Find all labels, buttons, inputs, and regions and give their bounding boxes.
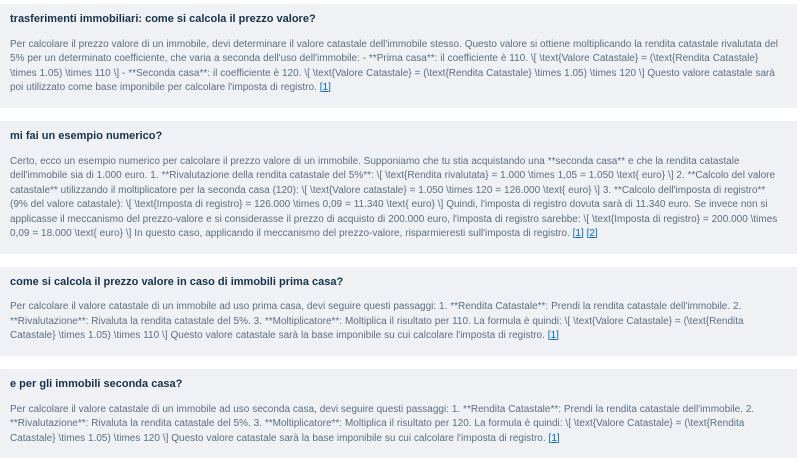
- faq-question-heading: trasferimenti immobiliari: come si calcola il prezzo valore?: [10, 13, 316, 25]
- citation-link[interactable]: [1]: [572, 228, 584, 239]
- faq-answer-paragraph: [10, 155, 785, 242]
- citation-number: 2: [589, 228, 595, 239]
- citation-number: 1: [551, 432, 557, 444]
- faq-section: [0, 4, 797, 108]
- faq-answer-text: Per calcolare il prezzo valore di un immobile, devi determinare il valore catastale dell'immobile stesso. Questo valore si ottiene moltiplicando la rendita catastale rivalutata del 5% per un determinato coefficiente, che varia a seconda dell'uso dell'immobile: - **Prima casa**: il coefficiente è 110. \[ \text{Valore Catastale} = (\text{Rendita Catastale} \times 1.05) \times 110 \] - **Seconda casa**: il coefficiente è 120. \[ \text{Valore Catastale} = (\text{Rendita Catastale} \times 1.05) \times 120 \] Questo valore catastale sarà poi utilizzato come base imponibile per calcolare l'imposta di registro.: [10, 38, 779, 94]
- faq-answer-text: Per calcolare il valore catastale di un immobile ad uso prima casa, devi seguire questi passaggi: 1. **Rendita Catastale**: Prendi la rendita catastale dell'immobile. 2. **Rivalutazione**: Rivaluta la rendita catastale del 5%. 3. **Moltiplicatore**: Moltiplica il risultato per 110. La formula è quindi: \[ \text{Valore Catastale} = (\text{Rendita Catastale} \times 1.05) \times 110 \] Questo valore catastale sarà la base imponibile su cui calcolare l'imposta di registro.: [10, 301, 744, 342]
- citation-number: 1: [322, 82, 329, 94]
- citation-number: 1: [550, 330, 557, 342]
- faq-answer-paragraph: [10, 38, 785, 96]
- faq-section: [0, 267, 797, 356]
- citation-link[interactable]: [1]: [548, 432, 560, 444]
- faq-section: [0, 369, 797, 458]
- citation-number: 1: [575, 228, 581, 239]
- faq-section: [0, 121, 797, 254]
- faq-answer-text: Certo, ecco un esempio numerico per calcolare il prezzo valore di un immobile. Supponiamo che tu stia acquistando una **seconda casa** e che la rendita catastale dell'immobile sia di 1.000 euro. 1. **Rivalutazione della rendita catastale del 5%**: \[ \text{Rendita rivalutata} = 1.000 \times 1,05 = 1.050 \text{ euro} \] 2. **Calcolo del valore catastale** utilizzando il moltiplicatore per la seconda casa (120): \[ \text{Valore catastale} = 1.050 \times 120 = 126.000 \text{ euro} \] 3. **Calcolo dell'imposta di registro** (9% del valore catastale): \[ \text{Imposta di registro} = 126.000 \times 0,09 = 11.340 \text{ euro} \] Quindi, l'imposta di registro dovuta sarà di 11.340 euro. Se invece non si applicasse il meccanismo del prezzo-valore e si considerasse il prezzo di acquisto di 200.000 euro, l'imposta di registro sarebbe: \[ \text{Imposta di registro} = 200.000 \times 0,09 = 18.000 \text{ euro} \] In questo caso, applicando il meccanismo del prezzo-valore, risparmieresti sull'imposta di registro.: [10, 155, 778, 239]
- citation-link[interactable]: [1]: [547, 330, 559, 342]
- faq-question-heading: come si calcola il prezzo valore in caso di immobili prima casa?: [10, 275, 344, 288]
- faq-answer-text: Per calcolare il valore catastale di un immobile ad uso seconda casa, devi seguire questi passaggi: 1. **Rendita Catastale**: Prendi la rendita catastale dell'immobile. 2. **Rivalutazione**: Rivaluta la rendita catastale del 5%. 3. **Moltiplicatore**: Moltiplica il risultato per 120. La formula è quindi: \[ \text{Valore Catastale} = (\text{Rendita Catastale} \times 1.05) \times 120 \] Questo valore catastale sarà la base imponibile su cui calcolare l'imposta di registro.: [10, 403, 755, 444]
- citation-link[interactable]: [2]: [586, 228, 598, 239]
- faq-list: [0, 4, 797, 458]
- faq-question-heading: e per gli immobili seconda casa?: [10, 377, 183, 390]
- citation-link[interactable]: [1]: [319, 82, 331, 94]
- faq-answer-paragraph: [10, 300, 785, 344]
- faq-question-heading: mi fai un esempio numerico?: [10, 129, 163, 142]
- faq-answer-paragraph: [10, 403, 785, 447]
